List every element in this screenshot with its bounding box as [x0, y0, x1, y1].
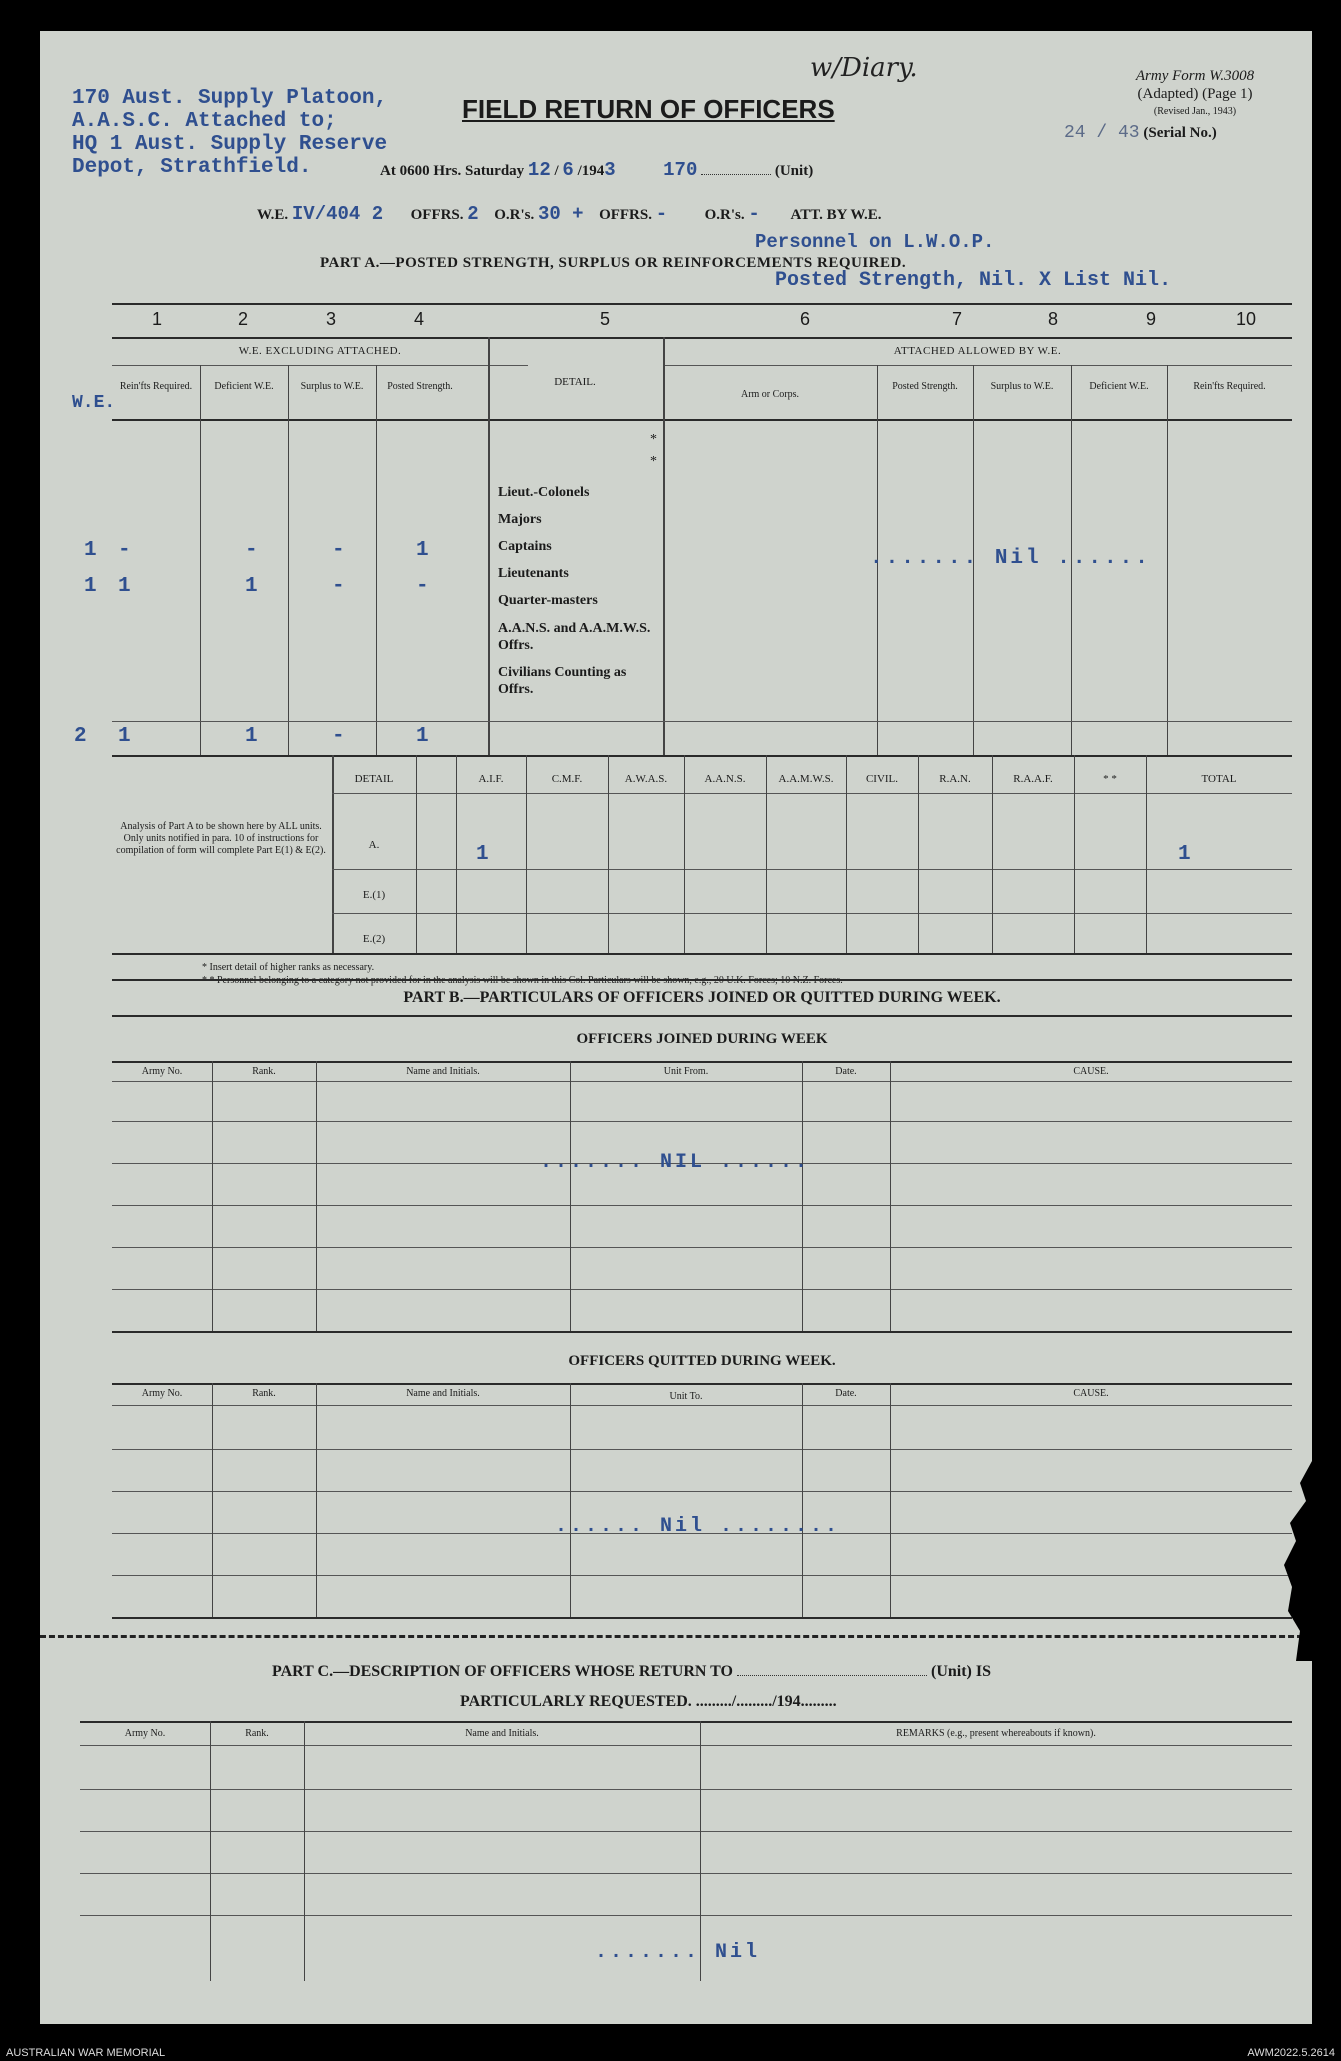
part-a-top-rule [112, 303, 1292, 305]
vline-a3 [376, 365, 377, 755]
rank-civilians: Civilians Counting as Offrs. [498, 665, 627, 697]
offrs-label: OFFRS. [410, 207, 464, 223]
rank-lieutenants: Lieutenants [498, 566, 569, 581]
analysis-header-aans: A.A.N.S. [704, 773, 746, 785]
typed-unit-line-4: Depot, Strathfield. [72, 156, 312, 179]
date-line: At 0600 Hrs. Saturday 12 / 6 /1943 170 (Unit) [380, 159, 814, 181]
analysis-total-value: 1 [1178, 843, 1191, 866]
vline-a2 [288, 365, 289, 755]
serial-label: (Serial No.) [1143, 125, 1217, 141]
footnote-2: * * Personnel belonging to a category not provided for in the analysis will be shown in this Col. Particulars will be shown, e.g., 20 U.K. Forces; 10 N.Z. Forces. [202, 975, 843, 986]
vline-an2 [456, 755, 457, 953]
joined-header-unit-from: Unit From. [663, 1066, 709, 1077]
vline-a9 [1167, 365, 1168, 755]
vline-q4 [802, 1383, 803, 1617]
quitted-row-rule-4 [112, 1575, 1292, 1576]
part-c-title [272, 1663, 991, 1681]
quitted-header-cause: CAUSE. [1073, 1388, 1109, 1399]
header-surplus-right: Surplus to W.E. [990, 381, 1054, 392]
typed-unit-block [72, 87, 387, 179]
part-c-header-name: Name and Initials. [465, 1728, 539, 1739]
joined-header-rule [112, 1081, 1292, 1082]
date-day: 12 [527, 159, 551, 181]
typed-unit-line-1: 170 Aust. Supply Platoon, [72, 87, 388, 110]
perforation-line [40, 1635, 1312, 1638]
analysis-row-rule-1 [332, 869, 1292, 870]
part-a-title: PART A.—POSTED STRENGTH, SURPLUS OR REINFORCEMENTS REQUIRED. [320, 255, 907, 271]
joined-title: OFFICERS JOINED DURING WEEK [576, 1031, 828, 1047]
col-num-10: 10 [1236, 309, 1257, 329]
rank-captains: Captains [498, 539, 552, 554]
army-form-id [1080, 67, 1310, 121]
unit-label: (Unit) [774, 163, 814, 179]
analysis-header-civil: CIVIL. [865, 773, 899, 785]
vline-an5 [684, 755, 685, 953]
rank-lieut-colonels: Lieut.-Colonels [498, 485, 590, 500]
quitted-header-unit-to: Unit To. [669, 1391, 703, 1402]
analysis-header-rule [332, 793, 1292, 794]
vline-q3 [570, 1383, 571, 1617]
joined-nil: ....... NIL ...... [540, 1151, 811, 1174]
part-c-header-rule [80, 1745, 1292, 1746]
quitted-header-date: Date. [835, 1388, 857, 1399]
army-form-revised: (Revised Jan., 1943) [1153, 106, 1237, 117]
ors-value: 30 + [537, 203, 584, 225]
group-left-rule [112, 365, 528, 366]
att-by-we-label: ATT. BY W.E. [790, 207, 882, 223]
joined-header-name: Name and Initials. [406, 1066, 480, 1077]
col-num-9: 9 [1146, 309, 1157, 329]
header-posted-strength-right: Posted Strength. [892, 381, 958, 392]
typed-unit-line-3: HQ 1 Aust. Supply Reserve [72, 133, 388, 156]
date-prefix: At 0600 Hrs. Saturday [380, 163, 525, 179]
vline-an8 [918, 755, 919, 953]
header-reinfts-required-right: Rein'fts Required. [1193, 381, 1266, 392]
row-lieutenants-c1: 1 [118, 575, 131, 598]
quitted-nil: ...... Nil ........ [555, 1515, 841, 1538]
joined-header-cause: CAUSE. [1073, 1066, 1109, 1077]
col-num-1: 1 [152, 309, 163, 329]
joined-bottom-rule [112, 1331, 1292, 1333]
typed-posted-strength-note: Posted Strength, Nil. X List Nil. [775, 269, 1172, 292]
totals-c2: 1 [245, 725, 258, 748]
part-c-title-prefix: PART C.—DESCRIPTION OF OFFICERS WHOSE RETURN TO [272, 1663, 733, 1680]
header-deficient-left: Deficient W.E. [214, 381, 274, 392]
joined-row-rule-4 [112, 1247, 1292, 1248]
group-right-rule [663, 365, 1292, 366]
header-bottom-rule [112, 419, 1292, 421]
margin-we-label: W.E. [72, 393, 116, 413]
header-posted-strength-left: Posted Strength. [387, 381, 453, 392]
row-lieutenants-margin: 1 [84, 575, 97, 598]
vline-j2 [316, 1061, 317, 1331]
vline-q1 [212, 1383, 213, 1617]
we-label: W.E. [257, 207, 289, 223]
row-captains-c2: - [245, 539, 258, 562]
totals-rule [112, 721, 1292, 722]
part-c-header-remarks: REMARKS (e.g., present whereabouts if known). [896, 1728, 1096, 1739]
analysis-bottom-rule [112, 953, 1292, 955]
part-a-bottom-rule [112, 755, 1292, 757]
totals-c3: - [332, 725, 345, 748]
part-c-row-rule-4 [80, 1915, 1292, 1916]
quitted-title: OFFICERS QUITTED DURING WEEK. [568, 1353, 836, 1369]
analysis-header-ran: R.A.N. [939, 773, 971, 785]
row-lieutenants-c4: - [416, 575, 429, 598]
part-c-nil: ....... Nil [595, 1941, 761, 1964]
torn-edge [1260, 1461, 1312, 1661]
col-num-8: 8 [1048, 309, 1059, 329]
row-captains-margin: 1 [84, 539, 97, 562]
analysis-row-e1: E.(1) [362, 889, 386, 901]
ors-label: O.R's. [494, 207, 535, 223]
quitted-row-rule-2 [112, 1491, 1292, 1492]
offrs-value: 2 [467, 203, 479, 225]
analysis-note: Analysis of Part A to be shown here by ALL units. Only units notified in para. 10 of instructions for compilation of form will complete Part E(1) & E(2). [116, 821, 326, 856]
header-deficient-right: Deficient W.E. [1089, 381, 1149, 392]
typed-unit-line-2: A.A.S.C. Attached to; [72, 110, 337, 133]
col-num-3: 3 [326, 309, 337, 329]
vline-an11 [1146, 755, 1147, 953]
joined-row-rule-5 [112, 1289, 1292, 1290]
vline-j1 [212, 1061, 213, 1331]
row-captains-c3: - [332, 539, 345, 562]
vline-a4 [488, 337, 490, 755]
header-reinfts-required-left: Rein'fts Required. [119, 381, 193, 392]
row-lieutenants-c2: 1 [245, 575, 258, 598]
we-line [257, 203, 882, 225]
totals-c1: 1 [118, 725, 131, 748]
typed-lwop-note: Personnel on L.W.O.P. [755, 231, 995, 253]
vline-c2 [304, 1721, 305, 1981]
handwritten-note: w/Diary. [810, 53, 918, 83]
analysis-header-raaf: R.A.A.F. [1013, 773, 1053, 785]
quitted-header-rule [112, 1405, 1292, 1406]
joined-header-date: Date. [835, 1066, 857, 1077]
footer-right: AWM2022.5.2614 [1247, 2047, 1335, 2059]
quitted-bottom-rule [112, 1617, 1292, 1619]
footnote-rule [112, 979, 1292, 981]
analysis-aif-value: 1 [476, 843, 489, 866]
vline-q5 [890, 1383, 891, 1617]
col-num-4: 4 [414, 309, 425, 329]
quitted-row-rule-1 [112, 1449, 1292, 1450]
col-num-6: 6 [800, 309, 811, 329]
vline-an7 [846, 755, 847, 953]
row-captains-c4: 1 [416, 539, 429, 562]
analysis-header-other: * * [1103, 773, 1117, 785]
group-right-header: ATTACHED ALLOWED BY W.E. [893, 345, 1062, 357]
vline-an3 [526, 755, 527, 953]
footnotes [202, 961, 843, 987]
part-c-row-rule-1 [80, 1789, 1292, 1790]
totals-c4: 1 [416, 725, 429, 748]
joined-row-rule-1 [112, 1121, 1292, 1122]
analysis-row-a: A. [368, 839, 380, 851]
part-b-title: PART B.—PARTICULARS OF OFFICERS JOINED OR QUITTED DURING WEEK. [403, 989, 1001, 1006]
rank-asterisks: * * [650, 432, 657, 469]
col-num-7: 7 [952, 309, 963, 329]
quitted-header-army-no: Army No. [141, 1388, 183, 1399]
part-c-row-rule-2 [80, 1831, 1292, 1832]
column-numbers [112, 309, 1292, 335]
serial-value: 24 / 43 [1064, 123, 1140, 143]
we-value: IV/404 2 [291, 203, 384, 225]
analysis-row-e2: E.(2) [362, 933, 386, 945]
joined-header-army-no: Army No. [141, 1066, 183, 1077]
group-left-header: W.E. EXCLUDING ATTACHED. [238, 345, 402, 357]
row-lieutenants-c3: - [332, 575, 345, 598]
analysis-header-detail: DETAIL [354, 773, 394, 785]
col-num-2: 2 [238, 309, 249, 329]
col-num-rule [112, 337, 1292, 339]
part-c-title-suffix: (Unit) IS [931, 1663, 992, 1680]
part-c-top-rule [80, 1721, 1292, 1723]
rank-quarter-masters: Quarter-masters [498, 593, 598, 608]
rank-aans: A.A.N.S. and A.A.M.W.S. Offrs. [498, 621, 651, 653]
date-year-suffix: 3 [604, 159, 616, 181]
part-c-row-rule-3 [80, 1873, 1292, 1874]
joined-top-rule [112, 1061, 1292, 1063]
vline-an1 [416, 755, 417, 953]
footer-left: AUSTRALIAN WAR MEMORIAL [6, 2047, 166, 2059]
vline-j4 [802, 1061, 803, 1331]
row-captains-c1: - [118, 539, 131, 562]
ors2-value: - [748, 203, 760, 225]
vline-q2 [316, 1383, 317, 1617]
quitted-header-name: Name and Initials. [406, 1388, 480, 1399]
footnote-1: * Insert detail of higher ranks as necessary. [202, 962, 375, 973]
offrs2-value: - [655, 203, 668, 225]
analysis-header-awas: A.W.A.S. [624, 773, 668, 785]
joined-row-rule-3 [112, 1205, 1292, 1206]
vline-j3 [570, 1061, 571, 1331]
totals-margin: 2 [74, 725, 87, 748]
quitted-top-rule [112, 1383, 1292, 1385]
date-year-prefix: 194 [581, 163, 605, 179]
vline-c1 [210, 1721, 211, 1981]
vline-an10 [1074, 755, 1075, 953]
analysis-header-cmf: C.M.F. [551, 773, 583, 785]
ors2-label: O.R's. [704, 207, 745, 223]
part-c-line-2: PARTICULARLY REQUESTED. ........./........./194......... [460, 1693, 837, 1710]
quitted-header-rank: Rank. [252, 1388, 276, 1399]
unit-value: 170 [663, 159, 698, 181]
attached-nil: ....... Nil ...... [870, 547, 1151, 570]
vline-j5 [890, 1061, 891, 1331]
rank-majors: Majors [498, 512, 542, 527]
header-arm-or-corps: Arm or Corps. [740, 389, 800, 400]
part-b-rule [112, 1015, 1292, 1017]
analysis-header-total: TOTAL [1201, 773, 1237, 785]
army-form-adapted: (Adapted) (Page 1) [1137, 86, 1253, 102]
analysis-header-aamws: A.A.M.W.S. [778, 773, 834, 785]
part-c-header-army-no: Army No. [124, 1728, 166, 1739]
vline-an6 [766, 755, 767, 953]
vline-an9 [992, 755, 993, 953]
detail-header: DETAIL. [554, 376, 596, 388]
joined-header-rank: Rank. [252, 1066, 276, 1077]
vline-a1 [200, 365, 201, 755]
analysis-header-aif: A.I.F. [478, 773, 504, 785]
part-c-header-rank: Rank. [245, 1728, 269, 1739]
form-title: FIELD RETURN OF OFFICERS [462, 94, 835, 124]
vline-a5 [663, 337, 665, 755]
army-form-number: Army Form W.3008 [1135, 68, 1255, 84]
analysis-row-rule-2 [332, 913, 1292, 914]
vline-an4 [608, 755, 609, 953]
date-month: 6 [562, 159, 574, 181]
header-surplus-left: Surplus to W.E. [300, 381, 364, 392]
col-num-5: 5 [600, 309, 611, 329]
serial-number [1064, 123, 1217, 143]
rank-list [498, 479, 663, 698]
offrs2-label: OFFRS. [599, 207, 652, 223]
form-page [40, 31, 1312, 2024]
